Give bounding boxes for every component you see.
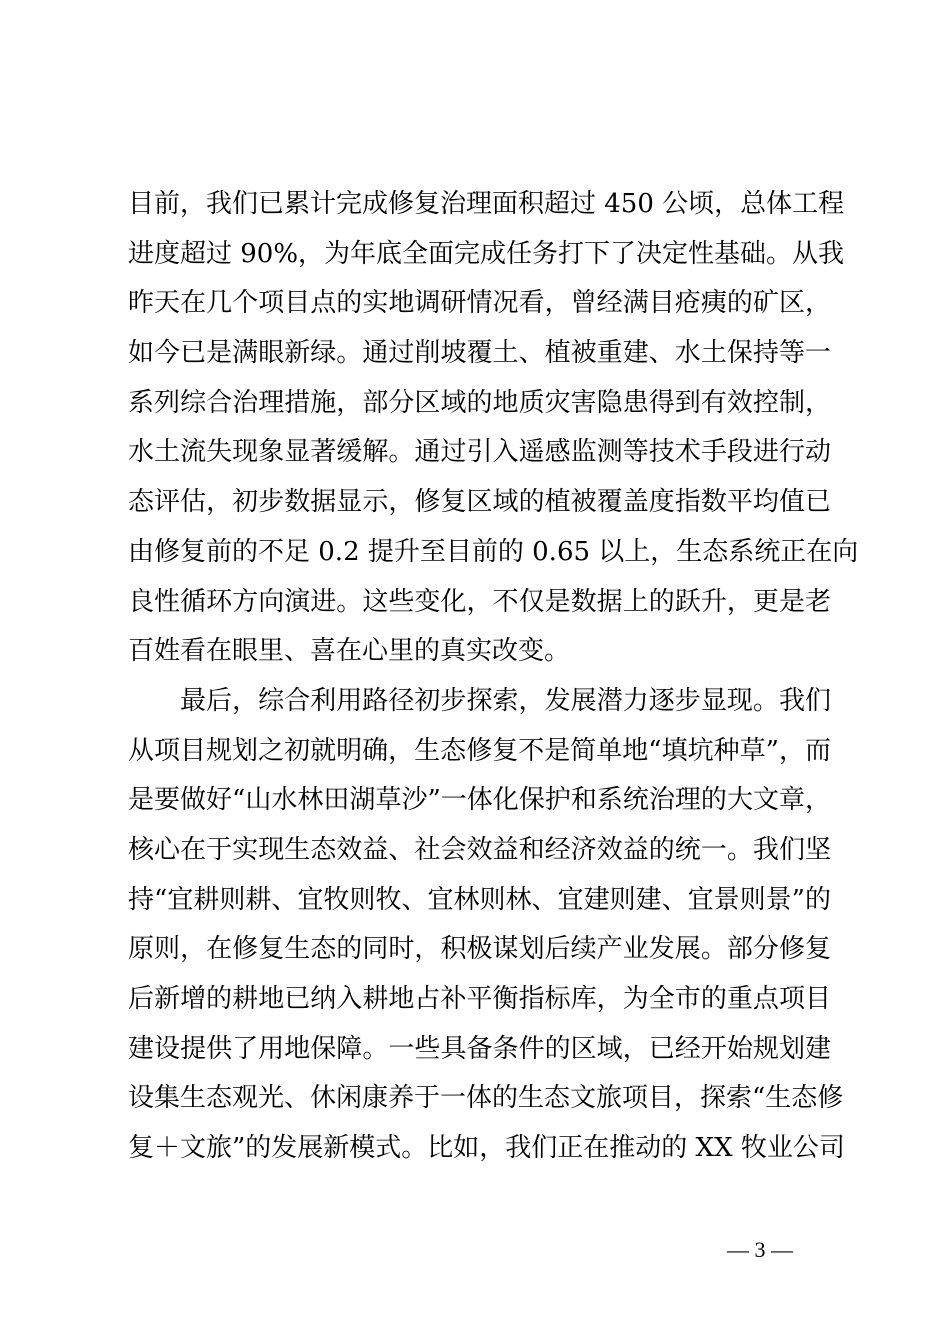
text-line: 如今已是满眼新绿。通过削坡覆土、植被重建、水土保持等一 — [128, 338, 831, 369]
text-line: 由修复前的不足 0.2 提升至目前的 0.65 以上，生态系统正在向 — [128, 536, 859, 567]
text-line: 从项目规划之初就明确，生态修复不是简单地“填坑种草”，而 — [128, 735, 831, 766]
text-line: 良性循环方向演进。这些变化，不仅是数据上的跃升，更是老 — [128, 586, 831, 617]
text-line: 进度超过 90%，为年底全面完成任务打下了决定性基础。从我 — [128, 238, 845, 269]
document-body — [128, 180, 859, 1174]
paragraph — [128, 677, 845, 1174]
text-line: 复＋文旅”的发展新模式。比如，我们正在推动的 XX 牧业公司 — [128, 1133, 845, 1164]
text-line: 百姓看在眼里、喜在心里的真实改变。 — [128, 636, 571, 667]
text-line: 水土流失现象显著缓解。通过引入遥感监测等技术手段进行动 — [128, 437, 831, 468]
text-line: 持“宜耕则耕、宜牧则牧、宜林则林、宜建则建、宜景则景”的 — [128, 884, 831, 915]
text-line: 核心在于实现生态效益、社会效益和经济效益的统一。我们坚 — [128, 834, 831, 865]
text-line: 原则，在修复生态的同时，积极谋划后续产业发展。部分修复 — [128, 934, 831, 965]
text-line: 昨天在几个项目点的实地调研情况看，曾经满目疮痍的矿区， — [128, 288, 831, 319]
text-line: 最后，综合利用路径初步探索，发展潜力逐步显现。我们 — [180, 685, 831, 716]
text-line: 建设提供了用地保障。一些具备条件的区域，已经开始规划建 — [128, 1033, 831, 1064]
text-line: 目前，我们已累计完成修复治理面积超过 450 公顷，总体工程 — [128, 189, 845, 219]
text-line: 态评估，初步数据显示，修复区域的植被覆盖度指数平均值已 — [128, 487, 831, 518]
paragraph — [128, 180, 859, 677]
text-line: 后新增的耕地已纳入耕地占补平衡指标库，为全市的重点项目 — [128, 984, 831, 1014]
text-line: 设集生态观光、休闲康养于一体的生态文旅项目，探索“生态修 — [128, 1083, 844, 1114]
text-line: 是要做好“山水林田湖草沙”一体化保护和系统治理的大文章， — [128, 785, 831, 816]
text-line: 系列综合治理措施，部分区域的地质灾害隐患得到有效控制， — [128, 387, 831, 418]
page-number: — 3 — — [727, 1237, 793, 1262]
